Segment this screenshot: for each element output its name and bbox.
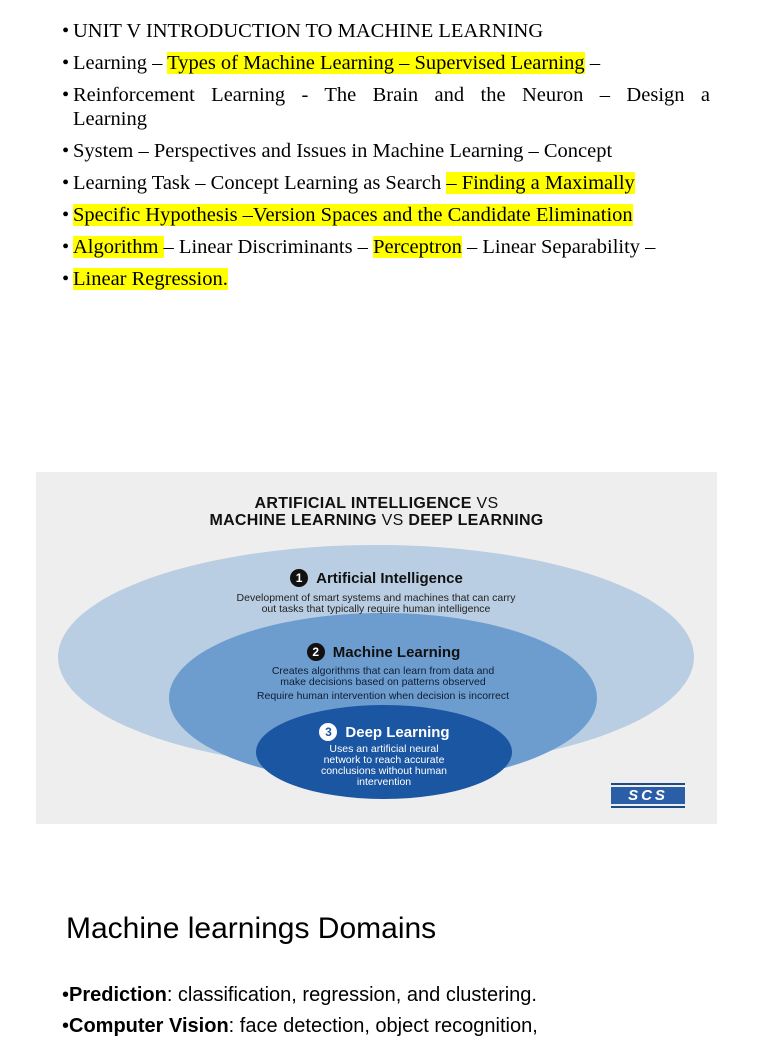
list-text: UNIT V INTRODUCTION TO MACHINE LEARNING: [73, 20, 544, 42]
highlighted-text: Types of Machine Learning – Supervised Learning: [167, 52, 585, 74]
domain-item-prediction: •Prediction: classification, regression, and clustering.: [62, 984, 537, 1006]
bullet: •: [62, 20, 70, 42]
number-badge-1: 1: [290, 569, 308, 587]
highlighted-text: Linear Regression.: [73, 268, 228, 290]
list-text-continuation: Learning: [73, 108, 147, 130]
highlighted-text: Perceptron: [373, 236, 462, 258]
infographic-title-line2: MACHINE LEARNING VS DEEP LEARNING: [209, 512, 544, 529]
list-text: Learning Task – Concept Learning as Search: [73, 172, 447, 194]
domains-heading: Machine learnings Domains: [66, 912, 437, 945]
bullet: •: [62, 236, 70, 258]
ml-description: Creates algorithms that can learn from data and make decisions based on patterns observed Require human intervention when decision is incorrect: [256, 665, 510, 702]
unit-list-item: [62, 235, 710, 259]
unit-list-item: [62, 139, 710, 163]
ai-heading: 1 Artificial Intelligence: [36, 569, 717, 587]
highlighted-text: Algorithm: [73, 236, 164, 258]
list-text: Reinforcement Learning - The Brain and the Neuron – Design a: [73, 84, 710, 106]
unit-list-item: [62, 19, 710, 43]
unit-list-item: [62, 267, 710, 291]
dl-heading: 3 Deep Learning: [44, 723, 725, 741]
list-text: – Linear Separability –: [461, 236, 656, 258]
highlighted-text: – Finding a Maximally: [446, 172, 635, 194]
bullet: •: [62, 140, 70, 162]
ai-description: Development of smart systems and machines that can carry out tasks that typically require human intelligence: [236, 592, 516, 615]
list-text: System – Perspectives and Issues in Machine Learning – Concept: [73, 140, 613, 162]
number-badge-3: 3: [319, 723, 337, 741]
scs-logo: SCS: [611, 783, 685, 809]
infographic-title-line1: ARTIFICIAL INTELLIGENCE VS: [254, 495, 499, 512]
unit-list-item: [62, 203, 710, 227]
number-badge-2: 2: [307, 643, 325, 661]
unit-topic-list: [62, 19, 710, 299]
ml-heading: 2 Machine Learning: [43, 643, 724, 661]
dl-description: Uses an artificial neural network to reach accurate conclusions without human intervention: [320, 743, 448, 788]
unit-list-item: [62, 51, 710, 75]
domain-item-computer-vision: •Computer Vision: face detection, object recognition,: [62, 1015, 538, 1037]
list-text: Learning –: [73, 52, 168, 74]
unit-list-item: [62, 83, 710, 131]
bullet: •: [62, 172, 70, 194]
list-text: – Linear Discriminants –: [163, 236, 374, 258]
bullet: •: [62, 204, 70, 226]
ai-ml-dl-infographic: [36, 472, 717, 824]
bullet: •: [62, 268, 70, 290]
unit-list-item: [62, 171, 710, 195]
bullet: •: [62, 52, 70, 74]
list-text: –: [584, 52, 601, 74]
bullet: •: [62, 84, 70, 106]
highlighted-text: Specific Hypothesis –Version Spaces and the Candidate Elimination: [73, 204, 633, 226]
